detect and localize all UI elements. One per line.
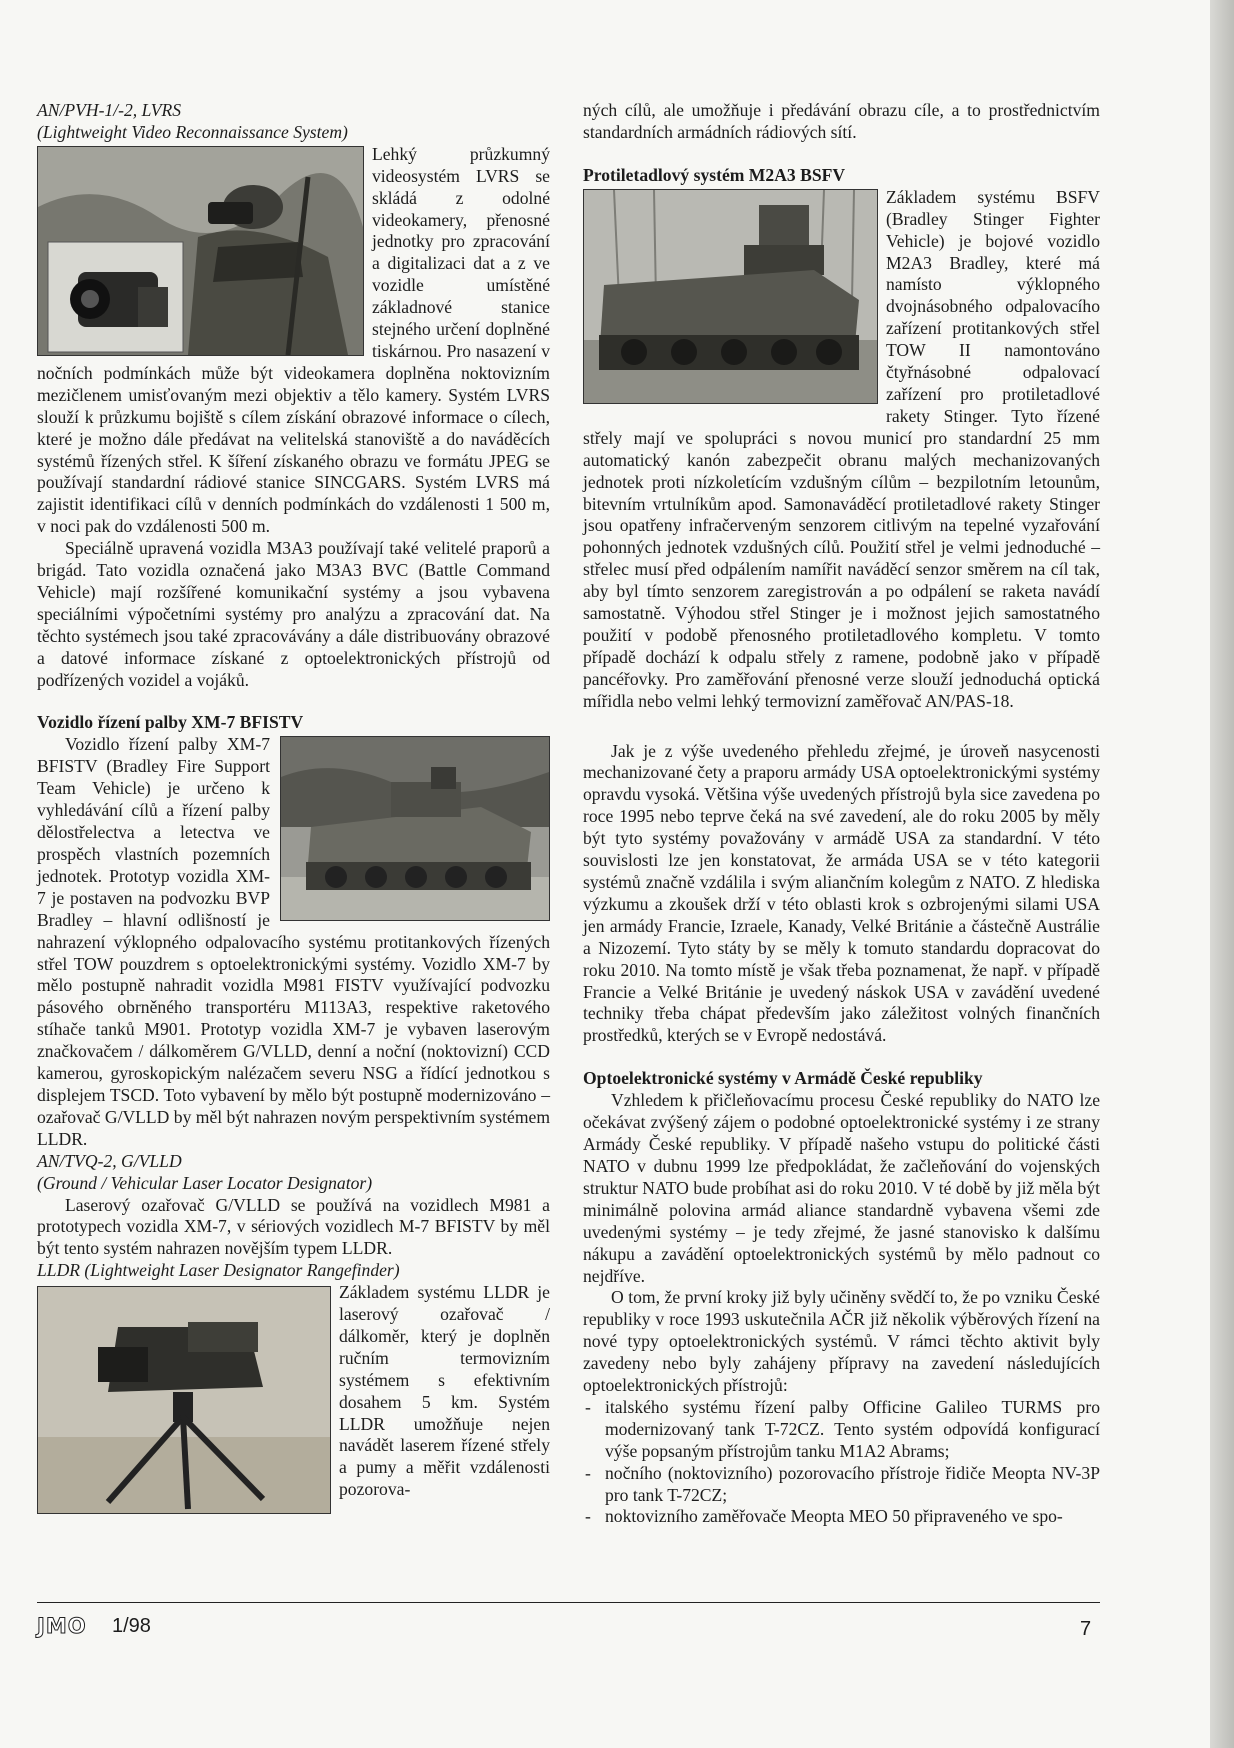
list-item: - noktovizního zaměřovače Meopta MEO 50 připraveného ve spo-: [583, 1506, 1100, 1528]
xm7-heading: Vozidlo řízení palby XM-7 BFISTV: [37, 712, 304, 733]
gvlld-subtitle: (Ground / Vehicular Laser Locator Designator): [37, 1172, 373, 1193]
lvrs-text: Lehký průzkumný videosystém LVRS se skládá z odolné videokamery, přenosné jednotky pro zpracování a digitalizaci dat a z ve vozidle umístěné základnové stanice stejného určení doplněné tiskárnou. Pro nasazení v nočních podmínkách může být videokamera doplněna noktovizním mezičlenem umisťovaným mezi objektiv a tělo kamery. Systém LVRS slouží k průzkumu bojiště s cílem získání obrazové informace o cílech, které je možno dále předávat na velitelská stanoviště a do naváděcích systémů řízených střel. K šíření získaného obrazu ve formátu JPEG se používají standardní rádiové stanice SINCGARS. Systém LVRS má zajistit identifikaci cílů v denních podmínkách do vzdálenosti 1 500 m, v noci pak do vzdálenosti 500 m.: [37, 143, 550, 537]
gvlld-text: Laserový ozařovač G/VLLD se používá na vozidlech M981 a prototypech vozidla XM-7, v sériových vozidlech M-7 BFISTV by měl být tento systém nahrazen novějším typem LLDR.: [37, 1194, 550, 1259]
bsfv-vehicle-photo: [583, 189, 878, 404]
lldr-text: Základem systému LLDR je laserový ozařovač / dálkoměr, který je doplněn ručním termovizním systémem s efektivním dosahem 5 km. Systém LLDR umožňuje nejen navádět laserem řízené střely a pumy a měřit vzdálenosti pozorova-: [339, 1282, 550, 1500]
device-list: [583, 1397, 1100, 1528]
page-edge: [1210, 0, 1234, 1748]
bsfv-heading: Protiletadlový systém M2A3 BSFV: [583, 164, 846, 185]
acr-text-2: O tom, že první kroky již byly učiněny svědčí to, že po vzniku České republiky v roce 1993 uskutečnila AČR již několik výběrových řízení na nové typy optoelektronických systémů. V rámci těchto aktivit byly zavedeny nebo byly zahájeny přípravy na zavedení následujících optoelektronických přístrojů:: [583, 1287, 1100, 1396]
lldr-title: LLDR (Lightweight Laser Designator Rangefinder): [37, 1260, 400, 1281]
bsfv-text: Základem systému BSFV (Bradley Stinger Fighter Vehicle) je bojové vozidlo M2A3 Bradley, které má namísto výklopného dvojnásobného odpalovacího zařízení protitankových střel TOW II namontováno čtyřnásobné odpalovací zařízení pro protiletadlové rakety Stinger. Tyto řízené střely mají ve spolupráci s novou municí pro standardní 25 mm automatický kanón zabezpečit obranu malých mechanizovaných jednotek proti nízkoletícím vzdušným cílům – bezpilotním letounům, bitevním vrtulníkům apod. Samonaváděcí protiletadlové rakety Stinger jsou opatřeny infračerveným senzorem citlivým na tepelné vyzařování pohonných jednotek vzdušných cílů. Použití střel je velmi jednoduché – střelec musí před odpálením namířit naváděcí senzor směrem na cíl tak, aby byl tímto senzorem zaregistrován a po odpálení se raketa navádí samostatně. Výhodou střel Stinger je i možnost jejich samostatného použití v podobě přenosného protiletadlového kompletu. V tomto případě dochází k odpalu střely z ramene, podobně jako v případě pancéřovky. Pro zaměřování přenosné verze slouží jednoduchá optická mířidla nebo velmi lehký termovizní zaměřovač AN/PAS-18.: [583, 186, 1100, 711]
list-item: - italského systému řízení palby Officine Galileo TURMS pro modernizovaný tank T-72CZ. Tento systém odpovídá konfigurací výše popsaným přístrojům tanku M1A2 Abrams;: [583, 1397, 1100, 1463]
right-column: [583, 100, 1100, 1528]
acr-heading: Optoelektronické systémy v Armádě České republiky: [583, 1068, 983, 1089]
page-number: 7: [1080, 1618, 1092, 1640]
continuation-text: ných cílů, ale umožňuje i předávání obrazu cíle, a to prostřednictvím standardních armádních rádiových sítí.: [583, 100, 1100, 142]
lvrs-title: AN/PVH-1/-2, LVRS: [37, 100, 181, 120]
footer-rule: [37, 1602, 1100, 1603]
summary-text: Jak je z výše uvedeného přehledu zřejmé, je úroveň nasycenosti mechanizované čety a praporu armády USA optoelektronickými systémy opravdu vysoká. Většina výše uvedených přístrojů byla sice zavedena po roce 1995 nebo teprve čeká na své zavedení, ale do roku 2005 by měly být tyto systémy považovány v armádě USA za standardní. V této souvislosti lze jen konstatovat, že armáda USA se v této kategorii systémů značně vzdálila i svým aliančním kolegům z NATO. Z hlediska výzkumu a zkoušek drží v této oblasti krok s ozbrojenými silami USA jen armády Francie, Izraele, Kanady, Velké Británie a částečně Austrálie a Nizozemí. Tyto státy by se měly k tomuto standardu dopracovat do roku 2010. Na tomto místě je však třeba poznamenat, že např. v případě Francie a Velké Británie je uvedený náskok USA v zavádění uvedené techniky třeba chápat především jako záležitost volných finančních prostředků, kterých se v Evropě nedostává.: [583, 740, 1100, 1046]
m3a3-text: Speciálně upravená vozidla M3A3 používají také velitelé praporů a brigád. Tato vozidla označená jako M3A3 BVC (Battle Command Vehicle) mají rozšířené komunikační systémy a jsou vybavena speciálními výpočetními systémy pro analýzu a zpracování dat. Na těchto systémech jsou také zpracovávány a dále distribuovány obrazové a datové informace získané z optoelektronických přístrojů od podřízených vozidel a vojáků.: [37, 538, 550, 690]
lldr-photo: [37, 1286, 331, 1514]
issue-number: 1/98: [112, 1615, 151, 1637]
acr-text-1: Vzhledem k přičleňovacímu procesu České republiky do NATO lze očekávat zvýšený zájem o podobné optoelektronické systémy i ze strany Armády České republiky. V případě našeho vstupu do politické části NATO v dubnu 1999 lze předpokládat, že začleňování do vojenských struktur NATO bude probíhat asi do roku 2010. V té době by již měla být minimálně polovina armád aliance standardně vybavena všemi zde uvedenými systémy – je tedy zřejmé, že jasné stanovisko k dalšímu nákupu a zavádění optoelektronických systémů by mělo padnout co nejdříve.: [583, 1090, 1100, 1286]
xm7-vehicle-photo: [280, 736, 550, 921]
magazine-logo: JMO: [37, 1614, 87, 1638]
gvlld-title: AN/TVQ-2, G/VLLD: [37, 1150, 182, 1171]
lvrs-subtitle: (Lightweight Video Reconnaissance System): [37, 121, 348, 142]
list-item: - nočního (noktovizního) pozorovacího přístroje řidiče Meopta NV-3P pro tank T-72CZ;: [583, 1463, 1100, 1507]
lvrs-photo: [37, 146, 364, 356]
xm7-text: Vozidlo řízení palby XM-7 BFISTV (Bradley Fire Support Team Vehicle) je určeno k vyhledávání cílů a řízení palby dělostřelectva a letectva ve prospěch vlastních pozemních jednotek. Prototyp vozidla XM-7 je postaven na podvozku BVP Bradley – hlavní odlišností je nahrazení výklopného odpalovacího systému protitankových řízených střel TOW pouzdrem s optoelektronickými systémy. Vozidlo XM-7 by mělo postupně nahradit vozidla M981 FISTV využívající podvozku pásového obrněného transportéru M113A3, respektive raketového stíhače tanků M901. Prototyp vozidla XM-7 je vybaven laserovým značkovačem / dálkoměrem G/VLLD, denní a noční (noktovizní) CCD kamerou, gyroskopickým nalézačem severu NSG a řídící jednotkou s displejem TSCD. Toto vybavení by mělo být postupně modernizováno – ozařovač G/VLLD by měl být nahrazen novým perspektivním systémem LLDR.: [37, 734, 551, 1149]
left-column: [37, 100, 550, 1518]
